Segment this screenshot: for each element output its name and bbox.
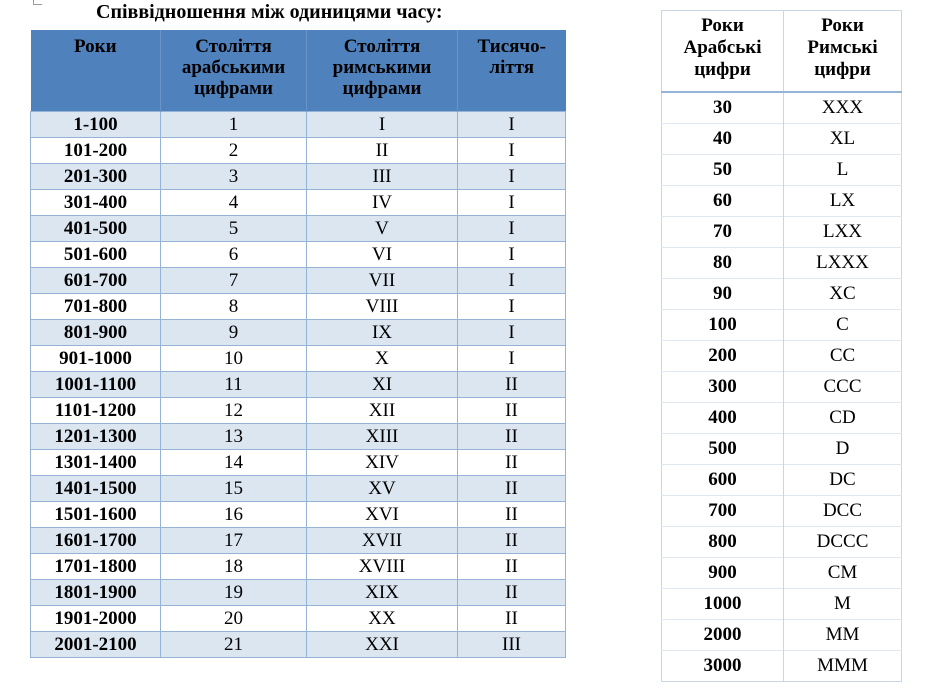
cell-years: 501-600	[31, 242, 161, 268]
cell-arabic-number: 60	[662, 186, 784, 217]
cell-millennium: II	[458, 502, 566, 528]
table-row	[31, 242, 566, 268]
cell-millennium: I	[458, 216, 566, 242]
numeral-table-header-row	[662, 11, 902, 93]
table-row	[662, 465, 902, 496]
cell-century-roman: XX	[307, 606, 458, 632]
cell-century-arabic: 2	[161, 138, 307, 164]
cell-arabic-number: 2000	[662, 620, 784, 651]
cell-roman-number: CC	[784, 341, 902, 372]
table-row	[31, 346, 566, 372]
cell-arabic-number: 30	[662, 92, 784, 124]
corner-mark	[33, 0, 42, 5]
table-row	[662, 155, 902, 186]
table-row	[31, 190, 566, 216]
cell-century-arabic: 5	[161, 216, 307, 242]
cell-years: 1201-1300	[31, 424, 161, 450]
cell-century-arabic: 17	[161, 528, 307, 554]
table-row	[662, 186, 902, 217]
table-row	[31, 424, 566, 450]
cell-years: 1701-1800	[31, 554, 161, 580]
cell-roman-number: CD	[784, 403, 902, 434]
cell-arabic-number: 700	[662, 496, 784, 527]
cell-millennium: I	[458, 242, 566, 268]
cell-years: 1901-2000	[31, 606, 161, 632]
cell-years: 1301-1400	[31, 450, 161, 476]
cell-years: 901-1000	[31, 346, 161, 372]
table-row	[662, 620, 902, 651]
table-row	[31, 138, 566, 164]
cell-century-arabic: 21	[161, 632, 307, 658]
cell-years: 301-400	[31, 190, 161, 216]
cell-roman-number: L	[784, 155, 902, 186]
cell-years: 801-900	[31, 320, 161, 346]
table-row	[662, 589, 902, 620]
cell-roman-number: MMM	[784, 651, 902, 682]
table-row	[31, 554, 566, 580]
cell-century-arabic: 13	[161, 424, 307, 450]
table-row	[31, 606, 566, 632]
table-row	[662, 92, 902, 124]
cell-century-roman: I	[307, 112, 458, 138]
cell-century-roman: XIX	[307, 580, 458, 606]
cell-roman-number: DCC	[784, 496, 902, 527]
cell-millennium: II	[458, 372, 566, 398]
cell-millennium: II	[458, 528, 566, 554]
cell-century-arabic: 12	[161, 398, 307, 424]
header-years-arabic: Роки Арабські цифри	[662, 11, 784, 93]
cell-century-arabic: 11	[161, 372, 307, 398]
cell-arabic-number: 500	[662, 434, 784, 465]
cell-millennium: I	[458, 138, 566, 164]
cell-roman-number: M	[784, 589, 902, 620]
cell-millennium: I	[458, 164, 566, 190]
cell-years: 1101-1200	[31, 398, 161, 424]
cell-arabic-number: 900	[662, 558, 784, 589]
cell-millennium: II	[458, 580, 566, 606]
table-row	[662, 651, 902, 682]
cell-millennium: I	[458, 112, 566, 138]
cell-century-roman: XVI	[307, 502, 458, 528]
cell-century-roman: XIV	[307, 450, 458, 476]
cell-arabic-number: 90	[662, 279, 784, 310]
cell-century-arabic: 20	[161, 606, 307, 632]
cell-century-roman: X	[307, 346, 458, 372]
cell-arabic-number: 40	[662, 124, 784, 155]
table-row	[662, 341, 902, 372]
cell-roman-number: LXX	[784, 217, 902, 248]
cell-arabic-number: 3000	[662, 651, 784, 682]
cell-years: 101-200	[31, 138, 161, 164]
cell-century-roman: XXI	[307, 632, 458, 658]
cell-roman-number: DCCC	[784, 527, 902, 558]
cell-roman-number: D	[784, 434, 902, 465]
cell-arabic-number: 600	[662, 465, 784, 496]
century-table-header-row	[31, 30, 566, 112]
cell-century-arabic: 10	[161, 346, 307, 372]
table-row	[31, 112, 566, 138]
cell-century-arabic: 16	[161, 502, 307, 528]
cell-years: 701-800	[31, 294, 161, 320]
table-row	[31, 580, 566, 606]
numeral-table-body	[662, 92, 902, 682]
table-row	[662, 403, 902, 434]
table-row	[662, 434, 902, 465]
table-row	[31, 320, 566, 346]
cell-arabic-number: 80	[662, 248, 784, 279]
table-row	[662, 527, 902, 558]
table-row	[662, 279, 902, 310]
cell-century-arabic: 3	[161, 164, 307, 190]
cell-century-roman: XVIII	[307, 554, 458, 580]
cell-roman-number: DC	[784, 465, 902, 496]
table-row	[31, 216, 566, 242]
cell-century-arabic: 6	[161, 242, 307, 268]
table-row	[662, 496, 902, 527]
cell-arabic-number: 200	[662, 341, 784, 372]
table-row	[31, 398, 566, 424]
header-millennium: Тисячо-ліття	[458, 30, 566, 112]
cell-roman-number: CCC	[784, 372, 902, 403]
table-row	[31, 268, 566, 294]
cell-arabic-number: 800	[662, 527, 784, 558]
table-row	[31, 632, 566, 658]
numeral-table	[661, 10, 902, 682]
cell-century-roman: VI	[307, 242, 458, 268]
cell-century-roman: XVII	[307, 528, 458, 554]
century-table	[30, 30, 566, 658]
cell-millennium: II	[458, 424, 566, 450]
cell-century-arabic: 8	[161, 294, 307, 320]
cell-years: 1501-1600	[31, 502, 161, 528]
table-row	[662, 124, 902, 155]
cell-century-roman: IV	[307, 190, 458, 216]
table-row	[662, 217, 902, 248]
cell-millennium: I	[458, 268, 566, 294]
table-row	[31, 372, 566, 398]
table-row	[662, 310, 902, 341]
cell-millennium: III	[458, 632, 566, 658]
cell-century-roman: VII	[307, 268, 458, 294]
cell-roman-number: LXXX	[784, 248, 902, 279]
table-row	[31, 294, 566, 320]
cell-millennium: II	[458, 476, 566, 502]
cell-century-roman: XV	[307, 476, 458, 502]
table-row	[662, 248, 902, 279]
cell-roman-number: XC	[784, 279, 902, 310]
table-row	[662, 558, 902, 589]
cell-century-roman: VIII	[307, 294, 458, 320]
cell-roman-number: LX	[784, 186, 902, 217]
cell-arabic-number: 300	[662, 372, 784, 403]
cell-arabic-number: 50	[662, 155, 784, 186]
cell-arabic-number: 70	[662, 217, 784, 248]
cell-years: 1-100	[31, 112, 161, 138]
cell-millennium: II	[458, 398, 566, 424]
cell-millennium: I	[458, 190, 566, 216]
cell-millennium: II	[458, 606, 566, 632]
cell-century-arabic: 18	[161, 554, 307, 580]
table-row	[31, 450, 566, 476]
cell-years: 601-700	[31, 268, 161, 294]
cell-century-roman: V	[307, 216, 458, 242]
cell-century-arabic: 15	[161, 476, 307, 502]
header-years-roman: Роки Римські цифри	[784, 11, 902, 93]
cell-years: 1401-1500	[31, 476, 161, 502]
cell-century-roman: II	[307, 138, 458, 164]
header-century-roman: Століття римськими цифрами	[307, 30, 458, 112]
cell-century-arabic: 19	[161, 580, 307, 606]
page-title: Співвідношення між одиницями часу:	[96, 1, 443, 23]
cell-century-arabic: 4	[161, 190, 307, 216]
cell-arabic-number: 100	[662, 310, 784, 341]
cell-roman-number: XL	[784, 124, 902, 155]
cell-millennium: I	[458, 294, 566, 320]
header-years: Роки	[31, 30, 161, 112]
cell-years: 1001-1100	[31, 372, 161, 398]
cell-millennium: I	[458, 346, 566, 372]
cell-century-roman: XII	[307, 398, 458, 424]
cell-century-roman: III	[307, 164, 458, 190]
cell-century-arabic: 1	[161, 112, 307, 138]
cell-millennium: II	[458, 554, 566, 580]
cell-century-arabic: 7	[161, 268, 307, 294]
table-row	[31, 502, 566, 528]
cell-years: 2001-2100	[31, 632, 161, 658]
cell-roman-number: MM	[784, 620, 902, 651]
cell-millennium: II	[458, 450, 566, 476]
cell-roman-number: XXX	[784, 92, 902, 124]
cell-arabic-number: 1000	[662, 589, 784, 620]
header-century-arabic: Століття арабськими цифрами	[161, 30, 307, 112]
table-row	[31, 164, 566, 190]
cell-century-roman: XI	[307, 372, 458, 398]
cell-roman-number: CM	[784, 558, 902, 589]
cell-years: 401-500	[31, 216, 161, 242]
table-row	[31, 476, 566, 502]
cell-century-roman: XIII	[307, 424, 458, 450]
cell-century-roman: IX	[307, 320, 458, 346]
cell-years: 201-300	[31, 164, 161, 190]
century-table-body	[31, 112, 566, 658]
cell-years: 1801-1900	[31, 580, 161, 606]
table-row	[662, 372, 902, 403]
cell-millennium: I	[458, 320, 566, 346]
cell-century-arabic: 9	[161, 320, 307, 346]
cell-years: 1601-1700	[31, 528, 161, 554]
cell-arabic-number: 400	[662, 403, 784, 434]
cell-century-arabic: 14	[161, 450, 307, 476]
cell-roman-number: C	[784, 310, 902, 341]
table-row	[31, 528, 566, 554]
